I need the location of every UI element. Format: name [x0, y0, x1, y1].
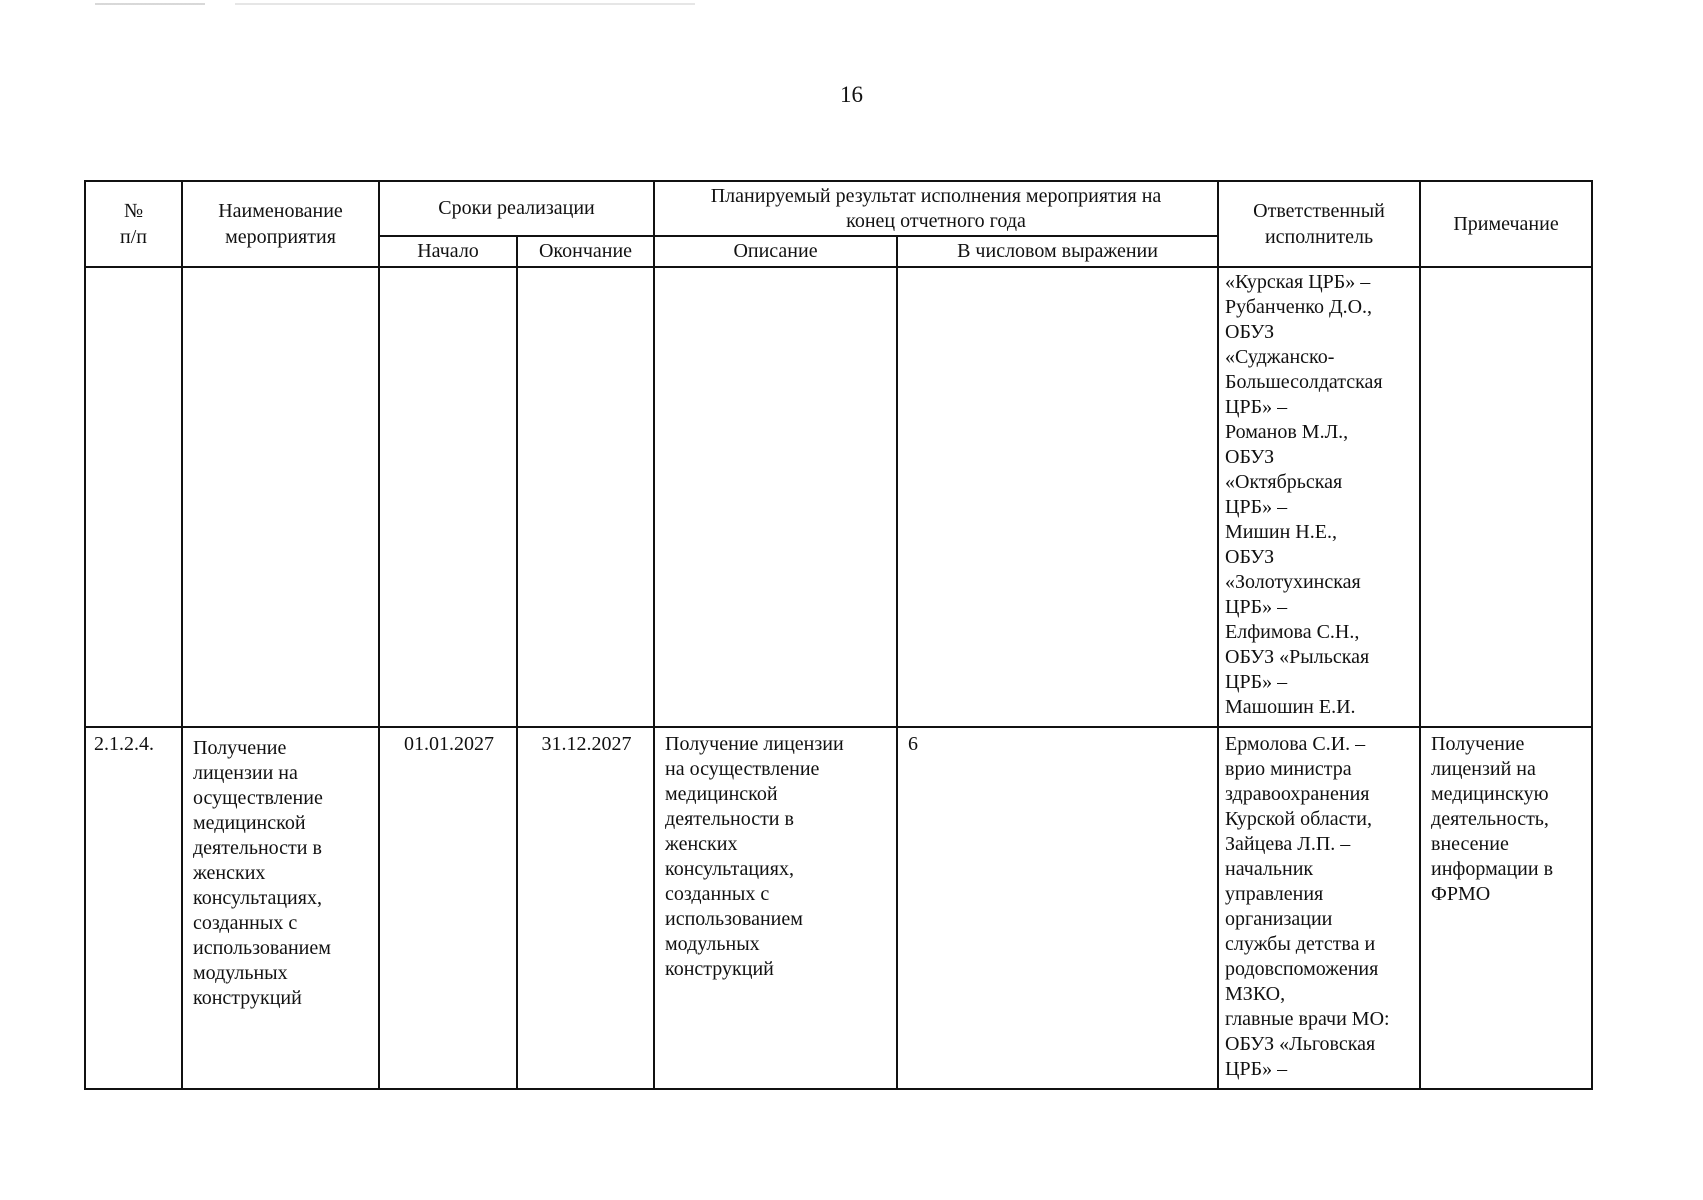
cell-num — [85, 267, 182, 727]
cell-responsible: «Курская ЦРБ» – Рубанченко Д.О., ОБУЗ «Суджанско- Большесолдатская ЦРБ» – Романов М.Л., ОБУЗ «Октябрьская ЦРБ» – Мишин Н.Е., ОБУЗ «Золотухинская ЦРБ» – Елфимова С.Н., ОБУЗ «Рыльская ЦРБ» – Машошин Е.И. — [1218, 267, 1420, 727]
header-end: Окончание — [517, 236, 654, 267]
table-row — [85, 727, 1592, 1089]
measures-table — [84, 180, 1593, 1090]
header-description: Описание — [654, 236, 897, 267]
cell-numeric: 6 — [897, 727, 1218, 1089]
header-planned-result: Планируемый результат исполнения мероприятия на конец отчетного года — [654, 181, 1218, 236]
cell-name — [182, 267, 379, 727]
header-responsible: Ответственный исполнитель — [1218, 181, 1420, 267]
cell-description — [654, 267, 897, 727]
header-num: № п/п — [85, 181, 182, 267]
cell-note — [1420, 267, 1592, 727]
header-note: Примечание — [1420, 181, 1592, 267]
header-start: Начало — [379, 236, 517, 267]
header-terms: Сроки реализации — [379, 181, 654, 236]
scan-artifact-line — [95, 3, 695, 5]
cell-start: 01.01.2027 — [379, 727, 517, 1089]
cell-note: Получение лицензий на медицинскую деятельность, внесение информации в ФРМО — [1420, 727, 1592, 1089]
header-row-top — [85, 181, 1592, 236]
header-name: Наименование мероприятия — [182, 181, 379, 267]
cell-responsible: Ермолова С.И. – врио министра здравоохранения Курской области, Зайцева Л.П. – начальник управления организации службы детства и родовспоможения МЗКО, главные врачи МО: ОБУЗ «Льговская ЦРБ» – — [1218, 727, 1420, 1089]
cell-end — [517, 267, 654, 727]
page-number: 16 — [840, 82, 863, 107]
cell-start — [379, 267, 517, 727]
cell-num: 2.1.2.4. — [85, 727, 182, 1089]
header-numeric: В числовом выражении — [897, 236, 1218, 267]
cell-end: 31.12.2027 — [517, 727, 654, 1089]
table-row — [85, 267, 1592, 727]
cell-description: Получение лицензии на осуществление медицинской деятельности в женских консультациях, созданных с использованием модульных конструкций — [654, 727, 897, 1089]
cell-name: Получение лицензии на осуществление медицинской деятельности в женских консультациях, созданных с использованием модульных конструкций — [182, 727, 379, 1089]
cell-numeric — [897, 267, 1218, 727]
